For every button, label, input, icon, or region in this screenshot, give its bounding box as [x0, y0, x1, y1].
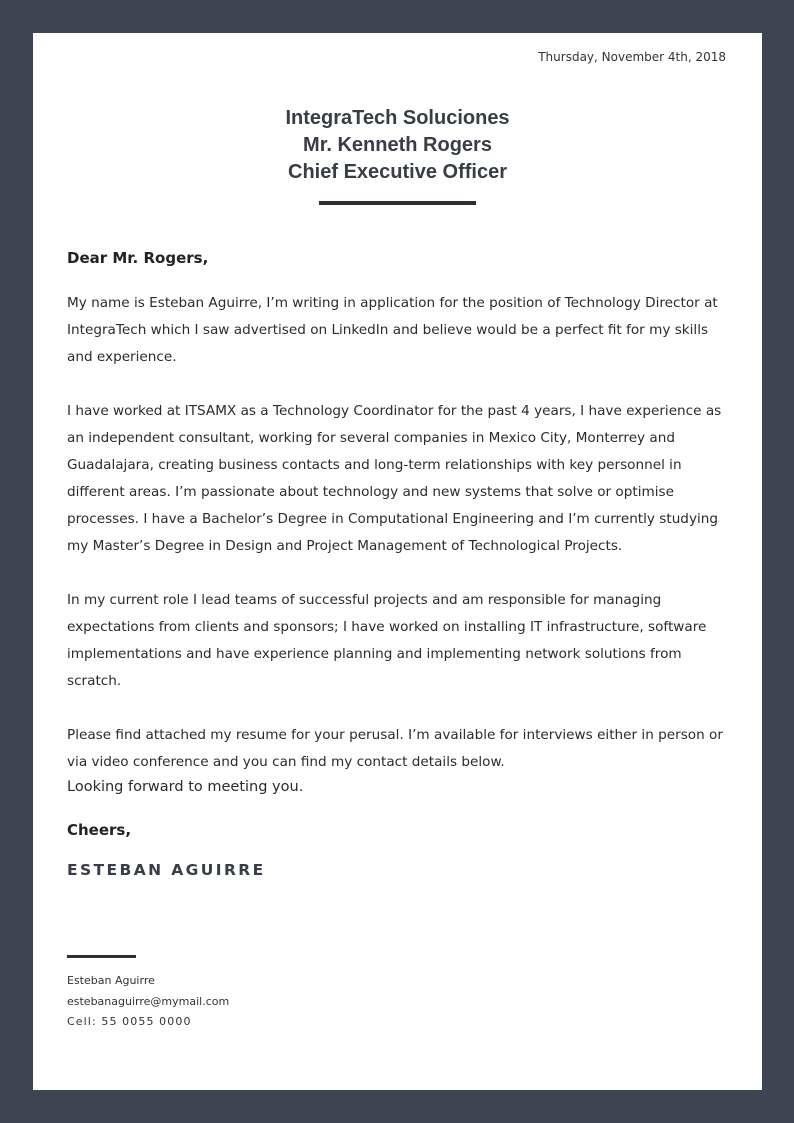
- salutation: Dear Mr. Rogers,: [67, 249, 209, 267]
- body-paragraph: Please find attached my resume for your perusal. I’m available for interviews either in person or via video conference and you can find my contact details below.: [67, 727, 723, 770]
- body-paragraph: I have worked at ITSAMX as a Technology Coordinator for the past 4 years, I have experience as an independent consultant, working for several companies in Mexico City, Monterrey and Guadalajara, creating business contacts and long-term relationships with key personnel in different areas. I’m passionate about technology and new systems that solve or optimise processes. I have a Bachelor’s Degree in Computational Engineering and I’m currently studying my Master’s Degree in Design and Project Management of Technological Projects.: [67, 403, 722, 554]
- contact-details: [67, 971, 229, 1033]
- signature-name: ESTEBAN AGUIRRE: [67, 861, 266, 879]
- contact-name: Esteban Aguirre: [67, 974, 155, 987]
- recipient-company: IntegraTech Soluciones: [285, 107, 510, 129]
- sign-off: Cheers,: [67, 821, 132, 839]
- letter-page: [33, 33, 762, 1090]
- recipient-block: [33, 105, 762, 186]
- header-divider: [319, 201, 476, 205]
- body-paragraph: My name is Esteban Aguirre, I’m writing in application for the position of Technology Director at IntegraTech which I saw advertised on LinkedIn and believe would be a perfect fit for my skills and experience.: [67, 295, 718, 365]
- closing-line: Looking forward to meeting you.: [67, 779, 304, 795]
- contact-email: estebanaguirre@mymail.com: [67, 994, 230, 1008]
- letter-date: Thursday, November 4th, 2018: [538, 50, 726, 64]
- letter-body: [67, 290, 731, 803]
- body-paragraph: In my current role I lead teams of successful projects and am responsible for managing expectations from clients and sponsors; I have worked on installing IT infrastructure, software implementations and have experience planning and implementing network solutions from scratch.: [67, 592, 707, 689]
- footer-divider: [67, 955, 136, 958]
- contact-cell: Cell: 55 0055 0000: [67, 1015, 192, 1028]
- recipient-name: Mr. Kenneth Rogers: [303, 134, 492, 156]
- recipient-title: Chief Executive Officer: [288, 161, 507, 183]
